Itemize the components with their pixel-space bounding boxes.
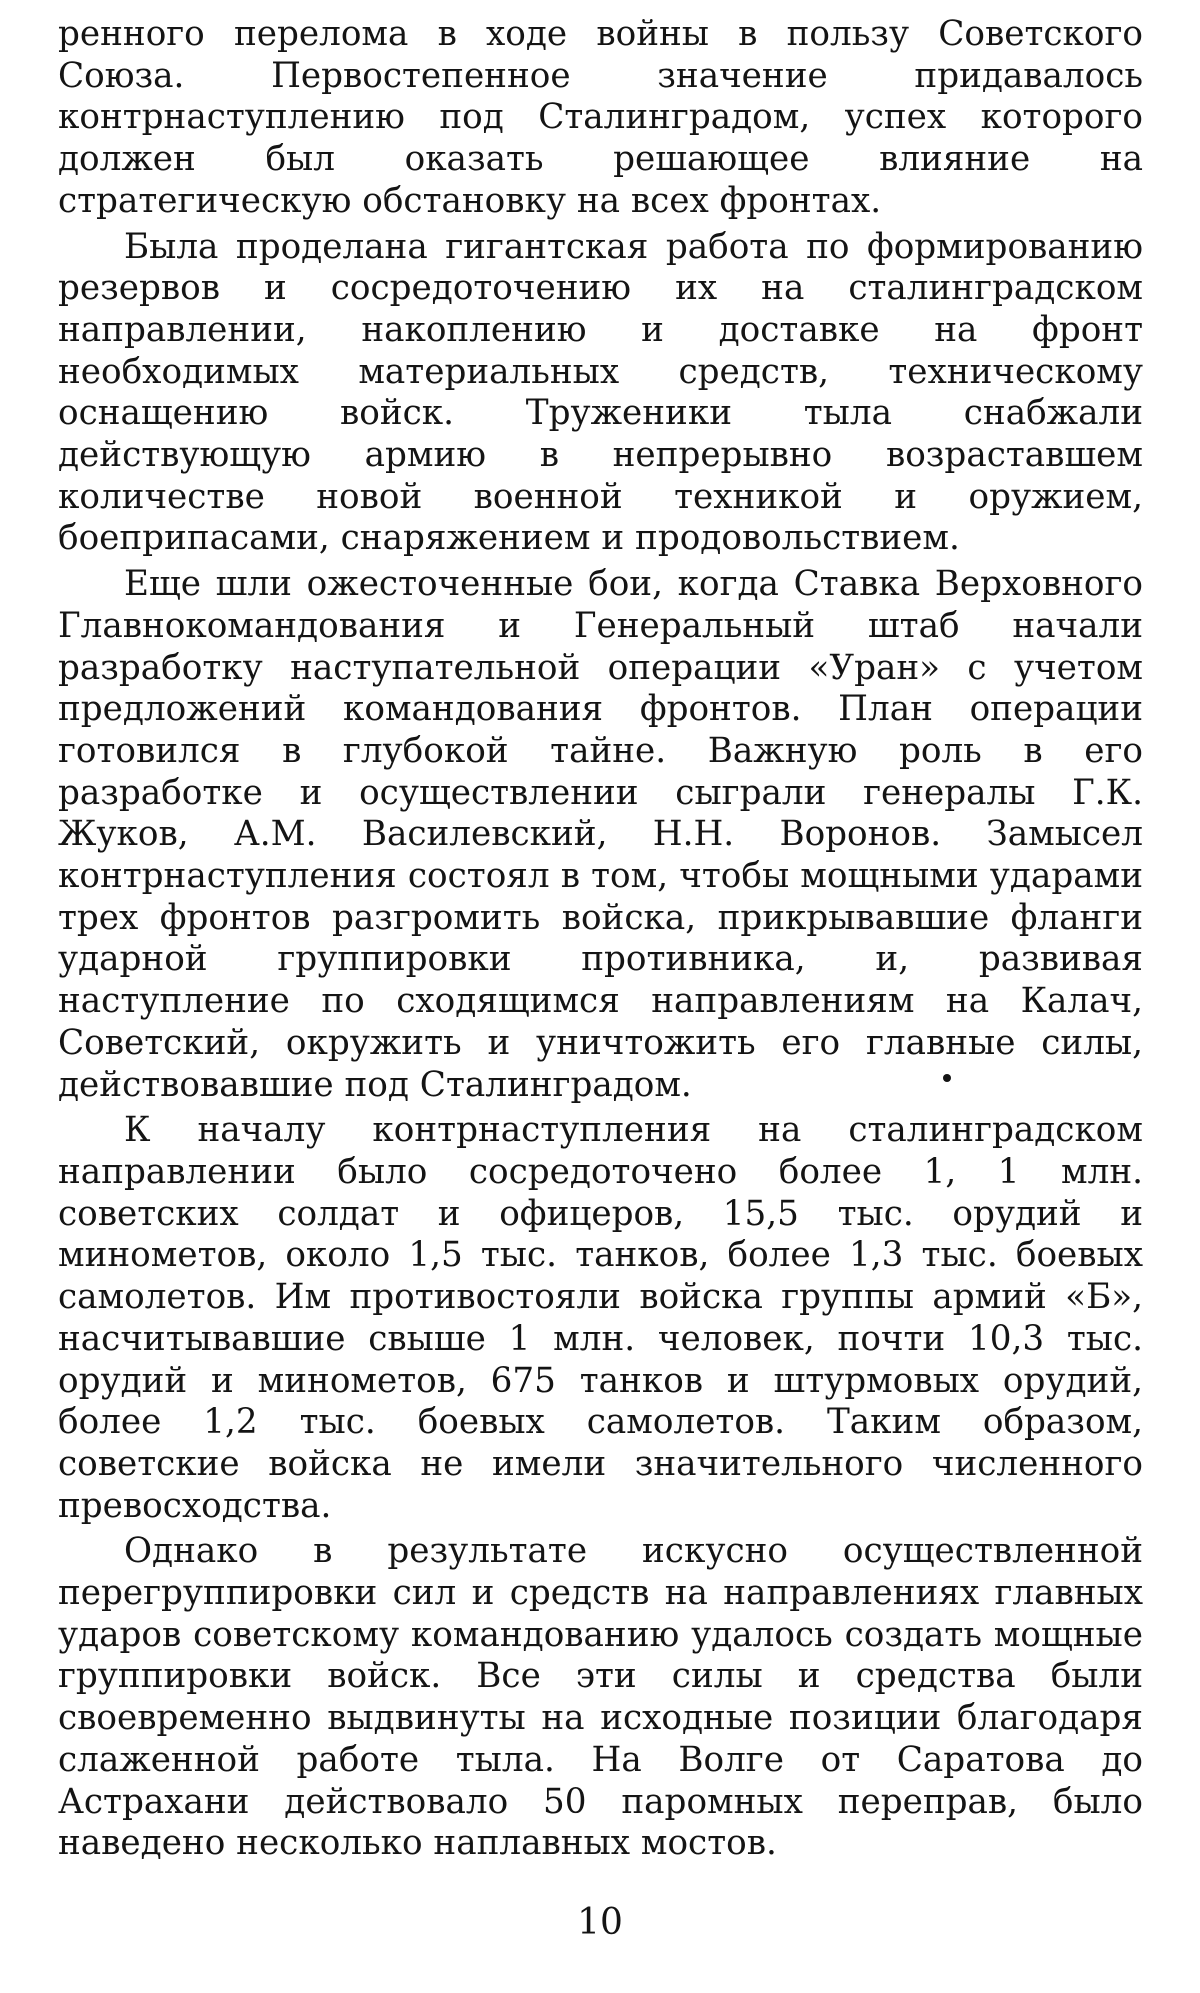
- page-number: 10: [577, 1902, 623, 1943]
- body-text: [58, 14, 1143, 1869]
- paragraph-regrouping: Однако в результате искусно осуществленной перегруппировки сил и средств на направлениях главных ударов советскому командованию удалось создать мощные группировки войск. Все эти силы и средства были своевременно выдвинуты на исходные позиции благодаря слаженной работе тыла. На Волге от Саратова до Астрахани действовало 50 паромных переправ, было наведено несколько наплавных мостов.: [58, 1531, 1143, 1864]
- paragraph-reserves: Была проделана гигантская работа по формированию резервов и сосредоточению их на сталинградском направлении, накоплению и доставке на фронт необходимых материальных средств, техническому оснащению войск. Труженики тыла снабжали действующую армию в непрерывно возраставшем количестве новой военной техникой и оружием, боеприпасами, снаряжением и продовольствием.: [58, 226, 1143, 559]
- paragraph-operation-uranus: Еще шли ожесточенные бои, когда Ставка Верховного Главнокомандования и Генеральный штаб начали разработку наступательной операции «Уран» с учетом предложений командования фронтов. План операции готовился в глубокой тайне. Важную роль в его разработке и осуществлении сыграли генералы Г.К. Жуков, А.М. Василевский, Н.Н. Воронов. Замысел контрнаступления состоял в том, чтобы мощными ударами трех фронтов разгромить войска, прикрывавшие фланги ударной группировки противника, и, развивая наступление по сходящимся направлениям на Калач, Советский, окружить и уничтожить его главные силы, действовавшие под Сталинградом.: [58, 564, 1143, 1105]
- paragraph-continuation: ренного перелома в ходе войны в пользу Советского Союза. Первостепенное значение придавалось контрнаступлению под Сталинградом, успех которого должен был оказать решающее влияние на стратегическую обстановку на всех фронтах.: [58, 14, 1143, 221]
- paragraph-force-comparison: К началу контрнаступления на сталинградском направлении было сосредоточено более 1, 1 млн. советских солдат и офицеров, 15,5 тыс. орудий и минометов, около 1,5 тыс. танков, более 1,3 тыс. боевых самолетов. Им противостояли войска группы армий «Б», насчитывавшие свыше 1 млн. человек, почти 10,3 тыс. орудий и минометов, 675 танков и штурмовых орудий, более 1,2 тыс. боевых самолетов. Таким образом, советские войска не имели значительного численного превосходства.: [58, 1110, 1143, 1526]
- print-speck: [943, 1074, 951, 1082]
